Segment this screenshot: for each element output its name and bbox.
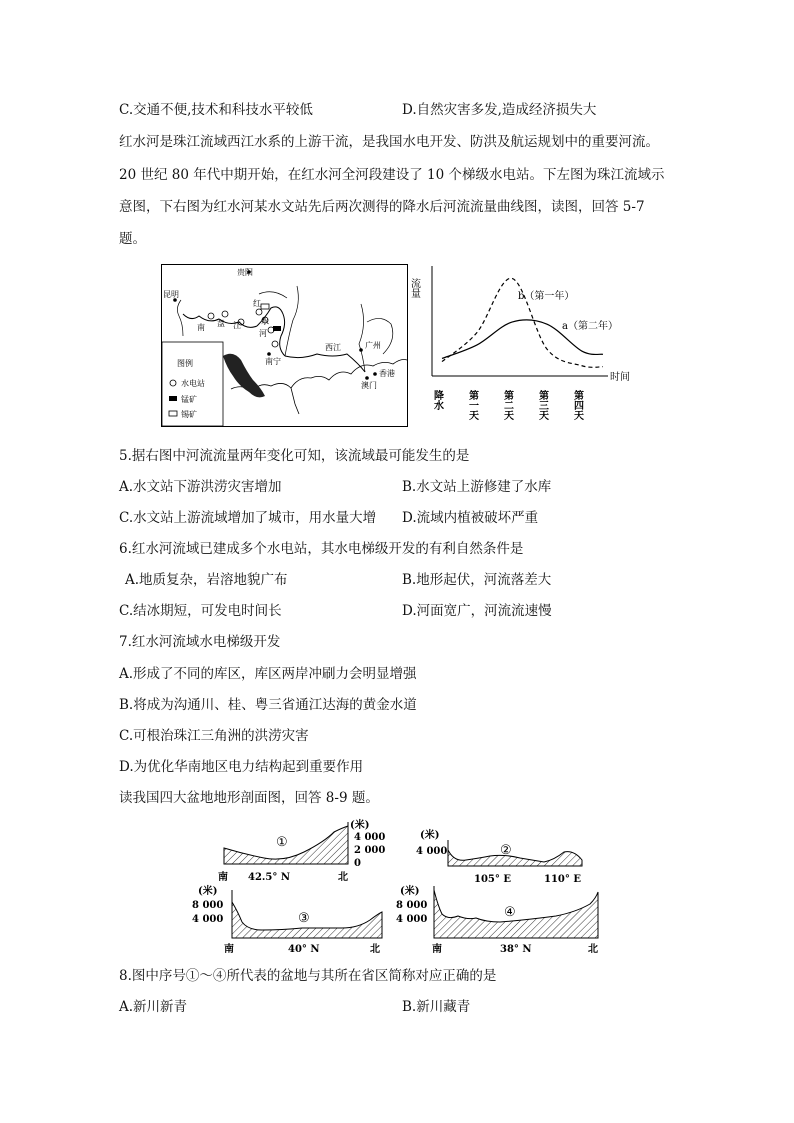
profile-1-lat: 42.5° N	[248, 872, 290, 883]
profile-4-south: 南	[432, 944, 442, 955]
legend-title: 图例	[177, 359, 193, 368]
map-label-hong: 红	[253, 299, 261, 308]
q7-option-a: A.形成了不同的库区，库区两岸冲刷力会明显增强	[119, 666, 417, 682]
q7-option-d: D.为优化华南地区电力结构起到重要作用	[119, 759, 364, 775]
q4-option-d: D.自然灾害多发,造成经济损失大	[402, 102, 597, 118]
q6-option-b: B.地形起伏，河流落差大	[402, 572, 552, 588]
map-label-shui: 水	[261, 317, 269, 326]
series-label-b: b（第一年）	[518, 291, 575, 302]
legend-tin: 锡矿	[181, 410, 197, 419]
map-label-guiyang: 贵阳	[237, 268, 253, 277]
profile-2-lon2: 110° E	[544, 874, 581, 885]
profile-2	[414, 826, 594, 884]
profile-1-south: 南	[218, 872, 228, 883]
profile-3-north: 北	[370, 944, 380, 955]
map-label-aomen: 澳门	[361, 381, 377, 390]
profile-1-north: 北	[338, 872, 348, 883]
q6-option-d: D.河面宽广，河流流速慢	[402, 603, 552, 619]
profile-1	[214, 818, 394, 884]
q8-option-b: B.新川藏青	[402, 999, 471, 1015]
q4-option-c: C.交通不便,技术和科技水平较低	[119, 102, 313, 118]
flow-chart-xlabel: 时间	[610, 372, 630, 383]
q8-option-a: A.新川新青	[119, 999, 188, 1015]
profile-4-number: ④	[504, 905, 516, 920]
x-tick-label: 第三天	[536, 390, 548, 420]
x-tick-label: 第一天	[466, 390, 478, 420]
q6-stem: 6.红水河流域已建成多个水电站，其水电梯级开发的有利自然条件是	[119, 541, 524, 557]
passage-line-3: 意图，下右图为红水河某水文站先后两次测得的降水后河流流量曲线图，读图，回答 5-7	[119, 199, 645, 215]
map-label-xijiang: 西江	[325, 343, 341, 352]
q5-option-c: C.水文站上游流域增加了城市，用水量大增	[119, 510, 377, 526]
map-label-jiang: 江	[233, 321, 241, 330]
passage-line-4: 题。	[119, 231, 146, 247]
profile-1-number: ①	[276, 835, 288, 850]
q7-stem: 7.红水河流域水电梯级开发	[119, 634, 281, 650]
q5-option-a: A.水文站下游洪涝灾害增加	[119, 479, 282, 495]
profile-4-unit: (米)	[400, 886, 420, 897]
passage-8-9: 读我国四大盆地地形剖面图，回答 8-9 题。	[119, 790, 379, 806]
x-tick-label: 降水	[431, 390, 443, 410]
profile-3-tick-4000: 4 000	[192, 914, 224, 925]
profile-2-unit: (米)	[420, 830, 440, 841]
x-tick-label: 第二天	[501, 390, 513, 420]
profile-3-tick-8000: 8 000	[192, 900, 224, 911]
x-tick-label: 第四天	[571, 390, 583, 420]
map-label-nan: 南	[197, 323, 205, 332]
flow-chart-ylabel: 流量	[408, 278, 420, 298]
pearl-river-map	[161, 264, 408, 427]
legend-hydropower: 水电站	[181, 379, 205, 388]
q6-option-a: A.地质复杂，岩溶地貌广布	[125, 572, 288, 588]
map-label-guangzhou: 广州	[365, 341, 381, 350]
profile-1-unit: (米)	[350, 820, 370, 831]
profile-2-number: ②	[500, 843, 512, 858]
passage-line-1: 红水河是珠江流域西江水系的上游干流，是我国水电开发、防洪及航运规划中的重要河流。	[119, 134, 659, 150]
map-label-xianggang: 香港	[379, 369, 395, 378]
profile-4-tick-4000: 4 000	[396, 914, 428, 925]
profile-4-lat: 38° N	[500, 944, 532, 955]
q5-option-b: B.水文站上游修建了水库	[402, 479, 552, 495]
legend-manganese: 锰矿	[181, 395, 197, 404]
q8-stem: 8.图中序号①～④所代表的盆地与其所在省区简称对应正确的是	[119, 968, 497, 984]
profile-2-tick-4000: 4 000	[416, 846, 448, 857]
map-label-he: 河	[259, 329, 267, 338]
profile-4	[396, 882, 606, 956]
passage-line-2: 20 世纪 80 年代中期开始，在红水河全河段建设了 10 个梯级水电站。下左图为珠江流域示	[119, 167, 665, 183]
manganese-mine-icon	[273, 326, 281, 331]
profile-3-unit: (米)	[198, 886, 218, 897]
q5-option-d: D.流域内植被破坏严重	[402, 510, 539, 526]
q7-option-b: B.将成为沟通川、桂、粤三省通江达海的黄金水道	[119, 697, 417, 713]
map-label-pan: 盘	[217, 319, 225, 328]
profile-3-south: 南	[224, 944, 234, 955]
profile-3	[192, 882, 392, 956]
map-label-nanning: 南宁	[265, 357, 281, 366]
profile-3-number: ③	[298, 911, 310, 926]
series-label-a: a（第二年）	[562, 321, 618, 332]
tin-mine-icon	[261, 304, 269, 309]
flow-chart	[408, 262, 642, 432]
profile-1-tick-4000: 4 000	[354, 832, 386, 843]
q5-stem: 5.据右图中河流流量两年变化可知，该流域最可能发生的是	[119, 448, 470, 464]
q7-option-c: C.可根治珠江三角洲的洪涝灾害	[119, 728, 309, 744]
profile-4-north: 北	[588, 944, 598, 955]
map-label-kunming: 昆明	[163, 290, 179, 299]
profile-1-tick-0: 0	[354, 858, 361, 869]
q6-option-c: C.结冰期短，可发电时间长	[119, 603, 282, 619]
profile-2-lon1: 105° E	[474, 874, 511, 885]
profile-4-tick-8000: 8 000	[396, 900, 428, 911]
profile-3-lat: 40° N	[288, 944, 320, 955]
profile-1-tick-2000: 2 000	[354, 845, 386, 856]
